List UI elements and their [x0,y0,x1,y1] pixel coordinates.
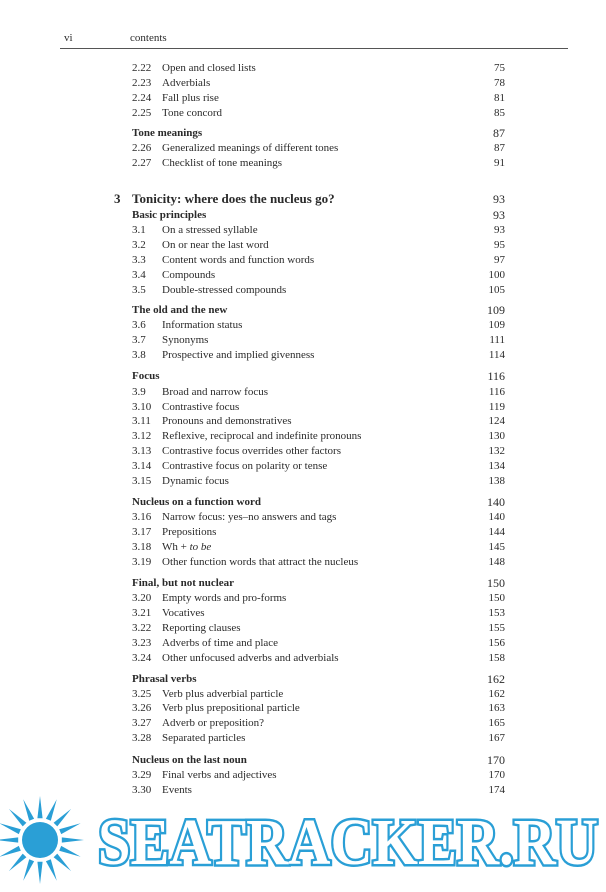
entry-title: On or near the last word [162,239,269,251]
entry-title: Other unfocused adverbs and adverbials [162,652,339,664]
entry-title: Final verbs and adjectives [162,769,277,781]
toc-entry [0,385,606,401]
section-heading [0,208,606,224]
entry-title: Vocatives [162,607,205,619]
section-heading [0,672,606,688]
entry-number: 3.6 [132,319,146,331]
section-title: Tone meanings [132,127,203,139]
toc-entry [0,106,606,122]
entry-title: Synonyms [162,334,209,346]
entry-number: 3.19 [132,556,152,568]
toc-entry [0,238,606,254]
entry-page: 140 [488,511,505,523]
entry-number: 3.23 [132,637,152,649]
toc-entry [0,525,606,541]
entry-page: 119 [488,401,505,413]
entry-title: Events [162,784,192,796]
entry-title: Adverbs of time and place [162,637,279,649]
sun-logo-icon [0,796,84,884]
chapter-heading [0,191,606,209]
entry-number: 3.14 [132,460,152,472]
entry-page: 144 [488,526,505,538]
section-title: Basic principles [132,209,207,221]
section-page: 140 [487,495,505,509]
entry-number: 3.13 [132,445,152,457]
entry-title: Compounds [162,269,216,281]
entry-number: 3.4 [132,269,146,281]
toc-entry [0,636,606,652]
entry-page: 162 [488,688,505,700]
entry-number: 3.1 [132,224,146,236]
entry-number: 3.20 [132,592,152,604]
entry-title: Pronouns and demonstratives [162,415,292,427]
entry-page: 105 [488,284,505,296]
entry-number: 3.9 [132,386,146,398]
section-heading [0,576,606,592]
section-page: 87 [493,126,505,140]
entry-page: 100 [488,269,505,281]
entry-number: 3.28 [132,732,152,744]
entry-number: 3.18 [132,541,152,553]
toc-entry [0,591,606,607]
toc-entry [0,223,606,239]
entry-number: 3.26 [132,702,152,714]
page-header [60,30,568,49]
entry-title: Adverbials [162,77,211,89]
toc-entry [0,76,606,92]
section-page: 162 [487,672,505,686]
entry-page: 78 [494,77,505,89]
entry-title: Double-stressed compounds [162,284,287,296]
entry-number: 3.27 [132,717,152,729]
section-title: Final, but not nuclear [132,577,235,589]
entry-title: Contrastive focus on polarity or tense [162,460,328,472]
toc-entry [0,141,606,157]
entry-number: 3.2 [132,239,146,251]
section-title: Phrasal verbs [132,673,197,685]
entry-page: 132 [488,445,505,457]
entry-page: 124 [488,415,505,427]
entry-title: Contrastive focus overrides other factors [162,445,341,457]
entry-title: Tone concord [162,107,223,119]
entry-page: 134 [488,460,505,472]
entry-number: 3.24 [132,652,152,664]
entry-page: 93 [494,224,505,236]
section-page: 109 [487,303,505,317]
running-title: contents [130,32,167,44]
entry-title: Prepositions [162,526,217,538]
toc-entry [0,444,606,460]
entry-page: 156 [488,637,505,649]
toc-entry [0,651,606,667]
toc-entry [0,731,606,747]
section-title: Nucleus on the last noun [132,754,247,766]
entry-page: 163 [488,702,505,714]
toc-entry [0,318,606,334]
watermark [0,788,606,892]
section-page: 116 [487,369,505,383]
toc-entry [0,333,606,349]
toc-entry [0,555,606,571]
section-page: 150 [487,576,505,590]
entry-page: 145 [488,541,505,553]
entry-title: Fall plus rise [162,92,219,104]
entry-number: 3.21 [132,607,152,619]
toc-entry [0,61,606,77]
entry-page: 85 [494,107,505,119]
entry-page: 155 [488,622,505,634]
entry-number: 2.26 [132,142,152,154]
section-page: 170 [487,753,505,767]
entry-number: 2.25 [132,107,152,119]
entry-title: On a stressed syllable [162,224,258,236]
entry-number: 3.29 [132,769,152,781]
entry-page: 111 [489,334,505,346]
entry-page: 153 [488,607,505,619]
entry-title: Adverb or preposition? [162,717,265,729]
section-heading [0,126,606,142]
entry-page: 130 [488,430,505,442]
toc-entry [0,414,606,430]
entry-title: Dynamic focus [162,475,229,487]
entry-number: 3.30 [132,784,152,796]
entry-number: 3.17 [132,526,152,538]
entry-title: Contrastive focus [162,401,240,413]
section-heading [0,369,606,385]
toc-entry [0,540,606,556]
entry-page: 91 [494,157,505,169]
entry-page: 75 [494,62,505,74]
entry-page: 114 [488,349,505,361]
entry-page: 81 [494,92,505,104]
section-page: 93 [493,208,505,222]
entry-number: 2.23 [132,77,152,89]
entry-page: 138 [488,475,505,487]
toc-entry [0,283,606,299]
entry-number: 3.12 [132,430,152,442]
entry-number: 3.10 [132,401,152,413]
entry-page: 97 [494,254,505,266]
entry-title: Content words and function words [162,254,315,266]
chapter-page: 93 [493,192,505,206]
entry-title: Reflexive, reciprocal and indefinite pronouns [162,430,362,442]
entry-number: 3.15 [132,475,152,487]
entry-page: 87 [494,142,505,154]
toc-entry [0,701,606,717]
entry-title: Other function words that attract the nucleus [162,556,359,568]
section-title: Focus [132,370,160,382]
entry-title: Prospective and implied givenness [162,349,315,361]
entry-title: Empty words and pro-forms [162,592,287,604]
section-title: Nucleus on a function word [132,496,261,508]
entry-number: 3.7 [132,334,146,346]
page-folio: vi [64,32,73,44]
toc-entry [0,459,606,475]
entry-number: 3.16 [132,511,152,523]
entry-title: Separated particles [162,732,246,744]
entry-title: Generalized meanings of different tones [162,142,339,154]
entry-page: 174 [488,784,505,796]
entry-title: Reporting clauses [162,622,241,634]
entry-page: 148 [488,556,505,568]
toc-entry [0,510,606,526]
toc-entry [0,606,606,622]
entry-page: 170 [488,769,505,781]
entry-number: 2.27 [132,157,152,169]
toc-entry [0,768,606,784]
toc-entry [0,429,606,445]
watermark-text: SEATRACKER.RU [98,806,598,879]
toc-entry [0,253,606,269]
entry-number: 3.5 [132,284,146,296]
entry-page: 150 [488,592,505,604]
chapter-title: Tonicity: where does the nucleus go? [132,191,335,206]
toc-entry [0,716,606,732]
entry-title: Broad and narrow focus [162,386,268,398]
entry-title: Checklist of tone meanings [162,157,283,169]
entry-page: 116 [488,386,505,398]
entry-page: 109 [488,319,505,331]
toc-entry [0,348,606,364]
entry-page: 158 [488,652,505,664]
entry-title: Information status [162,319,243,331]
entry-title: Narrow focus: yes–no answers and tags [162,511,337,523]
toc-entry [0,474,606,490]
section-heading [0,303,606,319]
section-title: The old and the new [132,304,228,316]
section-heading [0,753,606,769]
entry-number: 3.11 [132,415,151,427]
section-heading [0,495,606,511]
entry-number: 3.8 [132,349,146,361]
entry-number: 3.25 [132,688,152,700]
entry-title: Open and closed lists [162,62,256,74]
entry-page: 95 [494,239,505,251]
toc-entry [0,621,606,637]
entry-title: Wh + to be [162,541,212,553]
toc-entry [0,91,606,107]
entry-title: Verb plus prepositional particle [162,702,300,714]
entry-number: 3.22 [132,622,152,634]
entry-page: 165 [488,717,505,729]
entry-number: 2.24 [132,92,152,104]
chapter-number: 3 [114,191,121,206]
entry-page: 167 [488,732,505,744]
entry-title: Verb plus adverbial particle [162,688,284,700]
toc-entry [0,268,606,284]
entry-number: 2.22 [132,62,152,74]
toc-entry [0,156,606,172]
entry-number: 3.3 [132,254,146,266]
